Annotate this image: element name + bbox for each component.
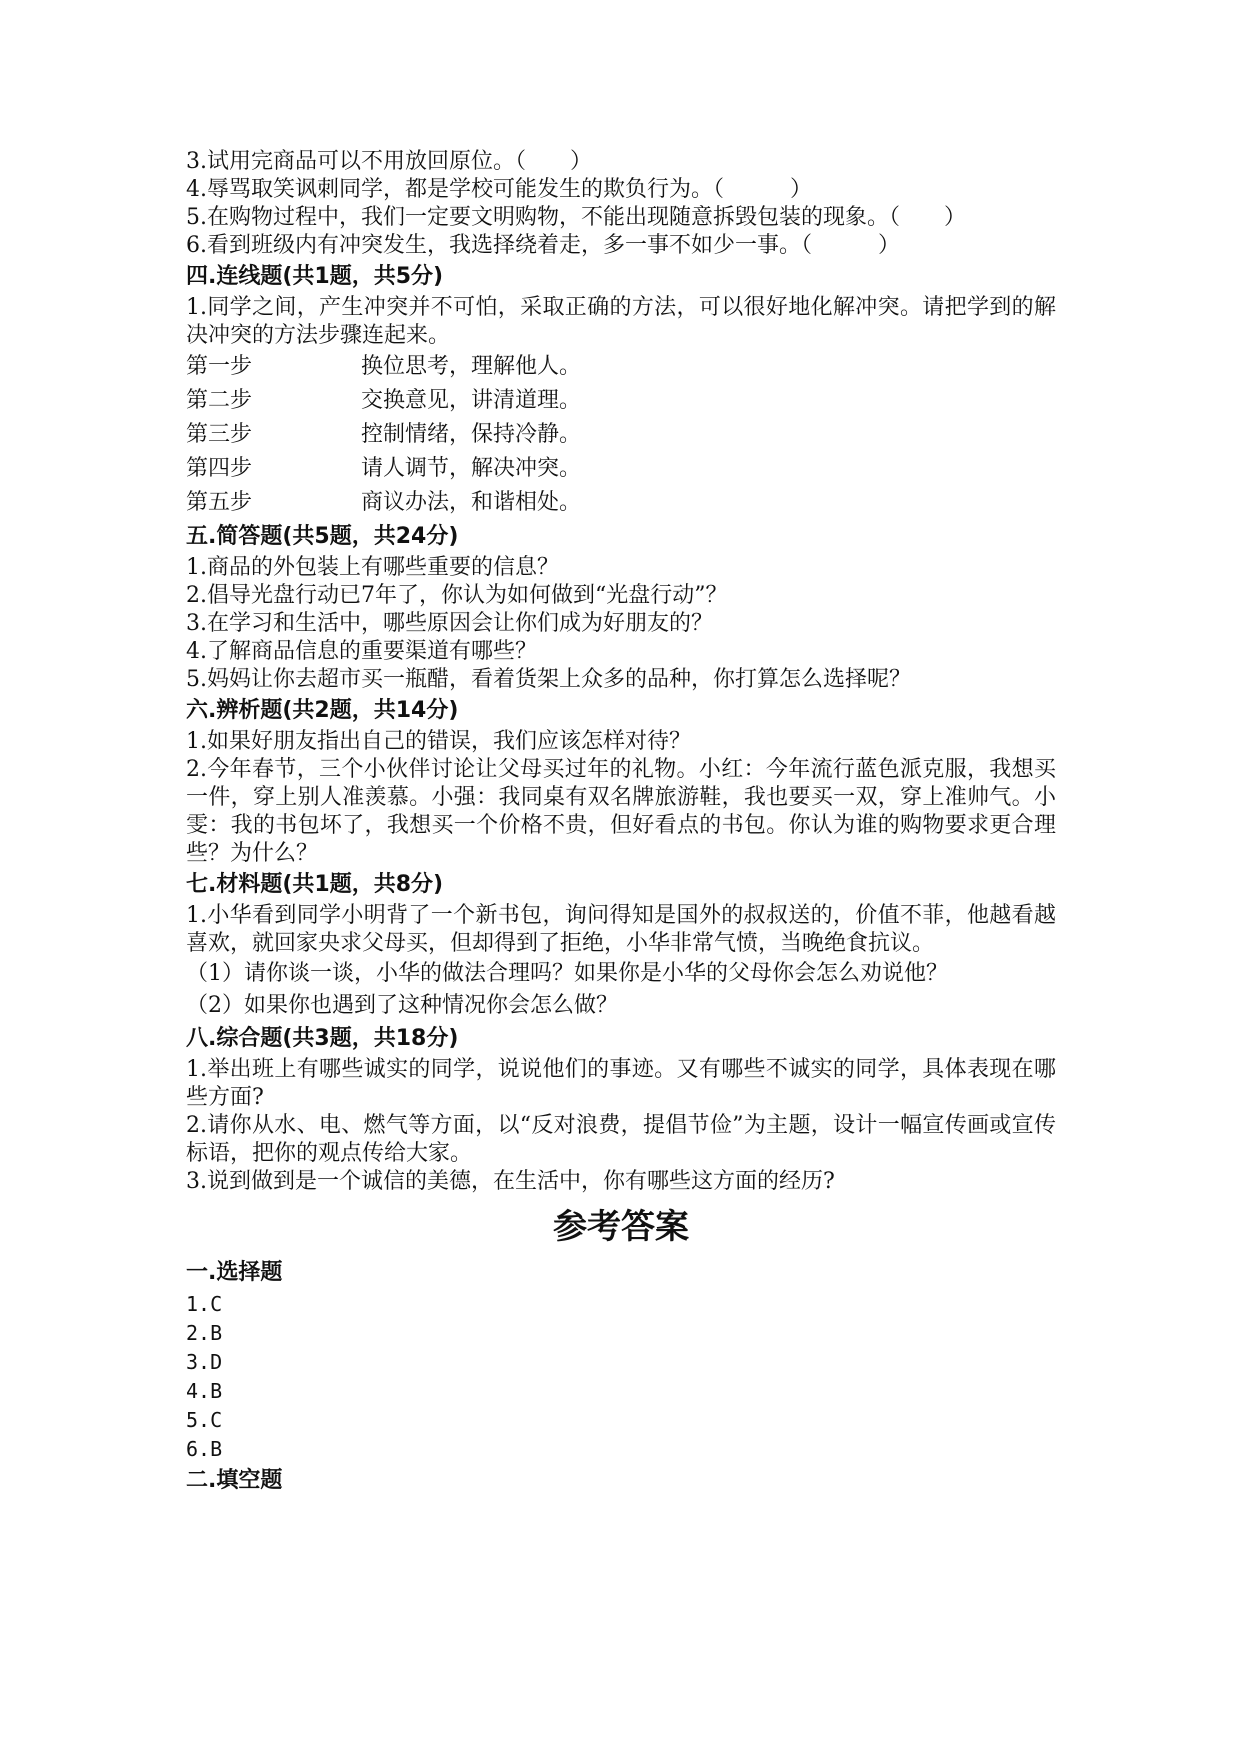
section-heading: 二.填空题 <box>186 1468 283 1493</box>
question-item: 3.说到做到是一个诚信的美德，在生活中，你有哪些这方面的经历? <box>186 1169 835 1194</box>
match-left: 第四步 <box>186 456 253 481</box>
section-heading: 八.综合题(共3题，共18分) <box>186 1026 459 1051</box>
answers-title: 参考答案 <box>553 1207 689 1247</box>
section-heading: 五.简答题(共5题，共24分) <box>186 524 459 549</box>
judge-items <box>186 148 1056 260</box>
section-analysis <box>186 696 1056 868</box>
question-item: 4.了解商品信息的重要渠道有哪些？ <box>186 639 537 664</box>
match-right: 控制情绪，保持冷静。 <box>361 422 582 447</box>
question-text: 1.小华看到同学小明背了一个新书包，询问得知是国外的叔叔送的，价值不菲，他越看越喜欢，就回家央求父母买，但却得到了拒绝，小华非常气愤，当晚绝食抗议。 <box>186 903 1056 956</box>
question-text: 1.同学之间，产生冲突并不可怕，采取正确的方法，可以很好地化解冲突。请把学到的解决冲突的方法步骤连起来。 <box>186 295 1056 348</box>
match-left: 第五步 <box>186 490 253 515</box>
judge-item: 4.辱骂取笑讽刺同学，都是学校可能发生的欺负行为。（ ） <box>186 177 812 202</box>
question-item: 3.在学习和生活中，哪些原因会让你们成为好朋友的？ <box>186 611 713 636</box>
sub-question: （2）如果你也遇到了这种情况你会怎么做？ <box>186 993 618 1018</box>
question-item: 5.妈妈让你去超市买一瓶醋，看着货架上众多的品种，你打算怎么选择呢？ <box>186 667 911 692</box>
answer-item: 6.B <box>186 1437 223 1461</box>
match-right: 换位思考，理解他人。 <box>361 354 582 379</box>
section-heading: 一.选择题 <box>186 1260 283 1285</box>
question-item: 1.商品的外包装上有哪些重要的信息？ <box>186 555 559 580</box>
section-heading: 四.连线题(共1题，共5分) <box>186 264 444 289</box>
question-item: 2.今年春节，三个小伙伴讨论让父母买过年的礼物。小红：今年流行蓝色派克服，我想买一件，穿上别人准羡慕。小强：我同桌有双名牌旅游鞋，我也要买一双，穿上准帅气。小雯：我的书包坏了，我想买一个价格不贵，但好看点的书包。你认为谁的购物要求更合理些？为什么？ <box>186 757 1056 866</box>
answer-item: 2.B <box>186 1321 223 1345</box>
match-row <box>186 350 1056 384</box>
match-right: 请人调节，解决冲突。 <box>361 456 582 481</box>
answer-item: 4.B <box>186 1379 223 1403</box>
answer-section <box>186 1200 1056 1496</box>
match-left: 第一步 <box>186 354 253 379</box>
answer-item: 1.C <box>186 1292 223 1316</box>
section-heading: 六.辨析题(共2题，共14分) <box>186 698 459 723</box>
question-item: 1.举出班上有哪些诚实的同学，说说他们的事迹。又有哪些不诚实的同学，具体表现在哪些方面? <box>186 1057 1056 1110</box>
answer-item: 5.C <box>186 1408 223 1432</box>
question-item: 1.如果好朋友指出自己的错误，我们应该怎样对待？ <box>186 729 691 754</box>
judge-item: 6.看到班级内有冲突发生，我选择绕着走，多一事不如少一事。（ ） <box>186 233 900 258</box>
match-row <box>186 452 1056 486</box>
question-item: 2.倡导光盘行动已7年了，你认为如何做到“光盘行动”？ <box>186 583 728 608</box>
section-heading: 七.材料题(共1题，共8分) <box>186 872 444 897</box>
match-right: 商议办法，和谐相处。 <box>361 490 582 515</box>
match-left: 第二步 <box>186 388 253 413</box>
judge-item: 5.在购物过程中，我们一定要文明购物，不能出现随意拆毁包装的现象。（ ） <box>186 205 966 230</box>
match-row <box>186 418 1056 452</box>
sub-question: （1）请你谈一谈，小华的做法合理吗？如果你是小华的父母你会怎么劝说他？ <box>186 961 948 986</box>
match-row <box>186 384 1056 418</box>
section-short-answer <box>186 522 1056 694</box>
section-material <box>186 870 1056 1022</box>
match-right: 交换意见，讲清道理。 <box>361 388 582 413</box>
question-item: 2.请你从水、电、燃气等方面，以“反对浪费，提倡节俭”为主题，设计一幅宣传画或宣传标语，把你的观点传给大家。 <box>186 1113 1056 1166</box>
section-comprehensive <box>186 1024 1056 1196</box>
section-matching <box>186 262 1056 520</box>
answer-item: 3.D <box>186 1350 223 1374</box>
match-left: 第三步 <box>186 422 253 447</box>
judge-item: 3.试用完商品可以不用放回原位。（ ） <box>186 149 592 174</box>
match-row <box>186 486 1056 520</box>
exam-page <box>186 148 1056 1498</box>
